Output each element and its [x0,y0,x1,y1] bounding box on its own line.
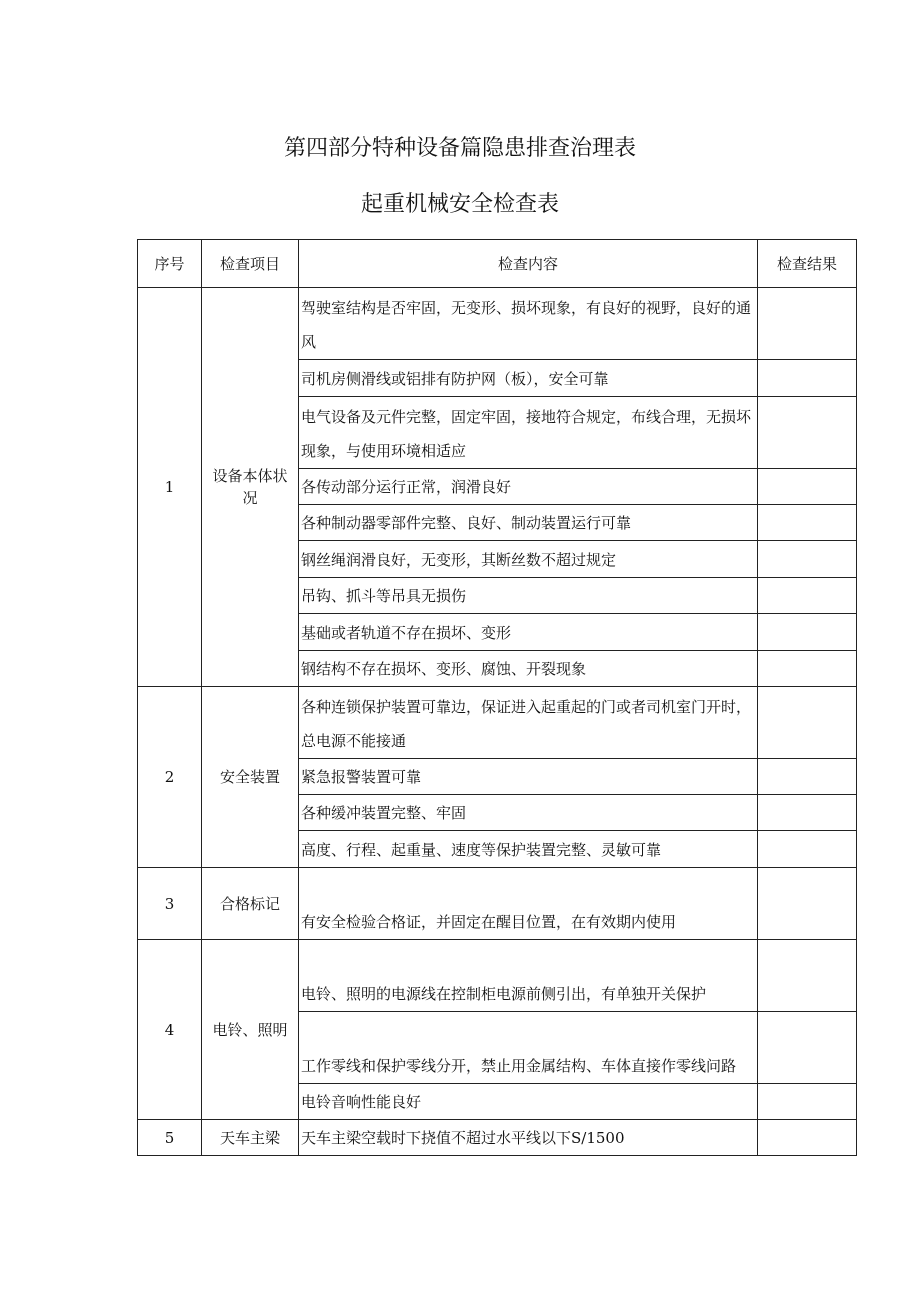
table-header-row [138,240,857,288]
check-content: 驾驶室结构是否牢固，无变形、损坏现象，有良好的视野，良好的通风 [299,288,758,360]
check-result-cell[interactable] [758,1012,857,1084]
check-content: 电铃、照明的电源线在控制柜电源前侧引出，有单独开关保护 [299,940,758,1012]
check-result-cell[interactable] [758,578,857,614]
check-result-cell[interactable] [758,505,857,541]
check-content: 各种制动器零部件完整、良好、制动装置运行可靠 [299,505,758,541]
check-content: 电气设备及元件完整，固定牢固，接地符合规定，布线合理，无损坏现象，与使用环境相适应 [299,397,758,469]
header-number: 序号 [138,240,202,288]
check-content: 钢丝绳润滑良好，无变形，其断丝数不超过规定 [299,541,758,578]
check-result-cell[interactable] [758,1120,857,1156]
check-result-cell[interactable] [758,397,857,469]
header-item: 检查项目 [202,240,299,288]
group-number: 1 [138,288,202,687]
header-result: 检查结果 [758,240,857,288]
table-row [138,687,857,759]
table-row [138,940,857,1012]
check-result-cell[interactable] [758,360,857,397]
check-result-cell[interactable] [758,831,857,868]
check-result-cell[interactable] [758,469,857,505]
check-result-cell[interactable] [758,940,857,1012]
check-result-cell[interactable] [758,868,857,940]
group-item: 天车主梁 [202,1120,299,1156]
group-number: 5 [138,1120,202,1156]
group-item: 合格标记 [202,868,299,940]
check-content: 紧急报警装置可靠 [299,759,758,795]
group-item: 电铃、照明 [202,940,299,1120]
check-result-cell[interactable] [758,288,857,360]
check-content: 吊钩、抓斗等吊具无损伤 [299,578,758,614]
group-item: 安全装置 [202,687,299,868]
page-title: 第四部分特种设备篇隐患排查治理表 [283,136,636,161]
check-result-cell[interactable] [758,759,857,795]
header-content: 检查内容 [299,240,758,288]
check-content: 工作零线和保护零线分开，禁止用金属结构、车体直接作零线问路 [299,1012,758,1084]
check-content: 基础或者轨道不存在损坏、变形 [299,614,758,651]
check-content: 有安全检验合格证，并固定在醒目位置，在有效期内使用 [299,868,758,940]
check-content: 各传动部分运行正常，润滑良好 [299,469,758,505]
check-content: 电铃音响性能良好 [299,1084,758,1120]
table-row [138,288,857,360]
check-result-cell[interactable] [758,1084,857,1120]
check-content: 各种连锁保护装置可靠边，保证进入起重起的门或者司机室门开时，总电源不能接通 [299,687,758,759]
inspection-table [137,239,857,1156]
table-row [138,1120,857,1156]
group-number: 3 [138,868,202,940]
table-row [138,868,857,940]
check-result-cell[interactable] [758,651,857,687]
check-content: 天车主梁空载时下挠值不超过水平线以下S/1500 [299,1120,758,1156]
check-result-cell[interactable] [758,687,857,759]
check-result-cell[interactable] [758,614,857,651]
group-number: 4 [138,940,202,1120]
check-content: 高度、行程、起重量、速度等保护装置完整、灵敏可靠 [299,831,758,868]
check-content: 钢结构不存在损坏、变形、腐蚀、开裂现象 [299,651,758,687]
check-content: 各种缓冲装置完整、牢固 [299,795,758,831]
group-item: 设备本体状况 [202,288,299,687]
group-number: 2 [138,687,202,868]
check-content: 司机房侧滑线或铝排有防护网（板），安全可靠 [299,360,758,397]
page-subtitle: 起重机械安全检查表 [360,192,559,217]
check-result-cell[interactable] [758,541,857,578]
check-result-cell[interactable] [758,795,857,831]
